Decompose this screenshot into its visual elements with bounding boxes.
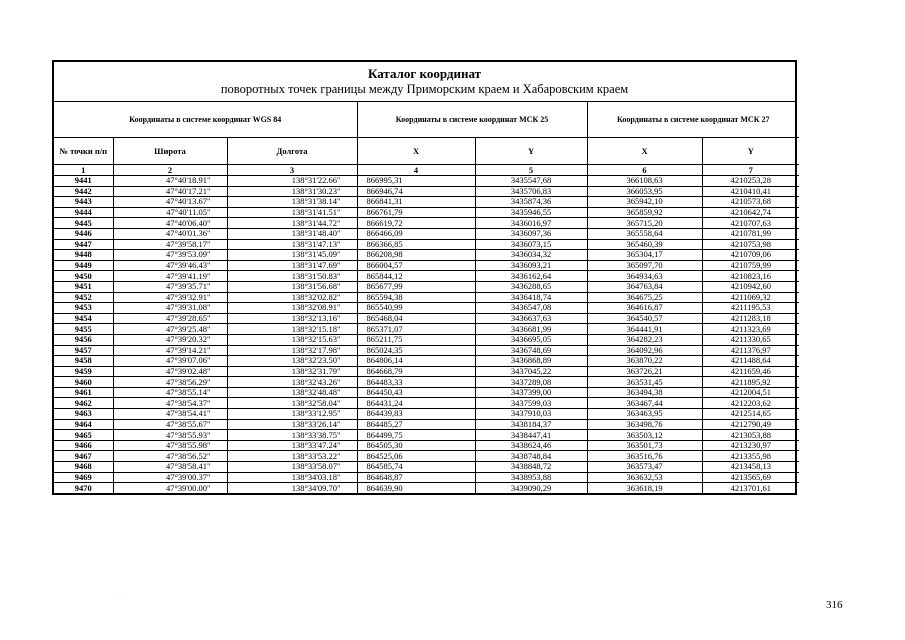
msk27-y-cell: 4213355,98 (702, 451, 799, 462)
point-number-cell: 9451 (54, 281, 113, 292)
table-row (54, 186, 799, 197)
msk27-y-cell: 4211195,53 (702, 303, 799, 314)
point-number-cell: 9468 (54, 462, 113, 473)
msk25-x-cell: 865677,99 (357, 281, 475, 292)
msk25-x-cell: 864806,14 (357, 356, 475, 367)
table-row (54, 472, 799, 483)
msk25-x-cell: 865594,38 (357, 292, 475, 303)
msk27-y-cell: 4210753,98 (702, 239, 799, 250)
latitude-cell: 47°39'46.43" (113, 260, 227, 271)
point-number-header: № точки п/п (54, 138, 113, 165)
msk27-x-cell: 363531,45 (587, 377, 702, 388)
latitude-cell: 47°40'18.91" (113, 176, 227, 187)
longitude-cell: 138°33'12.95" (227, 409, 357, 420)
msk27-x-header: X (587, 138, 702, 165)
point-number-cell: 9467 (54, 451, 113, 462)
column-number: 5 (475, 165, 587, 176)
msk27-x-cell: 363494,38 (587, 387, 702, 398)
msk25-y-cell: 3435547,68 (475, 176, 587, 187)
longitude-cell: 138°32'08.91" (227, 303, 357, 314)
column-number: 4 (357, 165, 475, 176)
latitude-cell: 47°38'55.14" (113, 387, 227, 398)
point-number-cell: 9460 (54, 377, 113, 388)
table-row (54, 334, 799, 345)
table-row (54, 176, 799, 187)
msk25-y-cell: 3436418,74 (475, 292, 587, 303)
msk27-y-cell: 4212514,65 (702, 409, 799, 420)
longitude-cell: 138°32'13.16" (227, 313, 357, 324)
msk27-x-cell: 364934,63 (587, 271, 702, 282)
msk27-x-cell: 365859,92 (587, 207, 702, 218)
longitude-cell: 138°33'38.75" (227, 430, 357, 441)
column-number: 7 (702, 165, 799, 176)
point-number-cell: 9448 (54, 250, 113, 261)
msk25-x-cell: 864505,30 (357, 440, 475, 451)
latitude-cell: 47°40'17.21" (113, 186, 227, 197)
msk27-y-cell: 4211659,46 (702, 366, 799, 377)
latitude-cell: 47°38'55.67" (113, 419, 227, 430)
msk25-y-cell: 3436681,99 (475, 324, 587, 335)
msk27-y-cell: 4210759,99 (702, 260, 799, 271)
longitude-cell: 138°32'43.26" (227, 377, 357, 388)
latitude-header: Широта (113, 138, 227, 165)
msk25-x-cell: 865211,75 (357, 334, 475, 345)
msk27-x-cell: 365460,39 (587, 239, 702, 250)
msk27-y-cell: 4213458,13 (702, 462, 799, 473)
msk27-x-cell: 363503,12 (587, 430, 702, 441)
longitude-cell: 138°34'09.70" (227, 483, 357, 493)
msk27-y-cell: 4211376,97 (702, 345, 799, 356)
point-number-cell: 9466 (54, 440, 113, 451)
msk25-x-cell: 865540,99 (357, 303, 475, 314)
msk27-x-cell: 365558,64 (587, 228, 702, 239)
point-number-cell: 9463 (54, 409, 113, 420)
msk27-y-header: Y (702, 138, 799, 165)
column-header-row (54, 138, 799, 165)
longitude-cell: 138°32'31.79" (227, 366, 357, 377)
msk25-x-cell: 865844,12 (357, 271, 475, 282)
point-number-cell: 9442 (54, 186, 113, 197)
column-number-row (54, 165, 799, 176)
point-number-cell: 9447 (54, 239, 113, 250)
msk27-y-cell: 4213565,69 (702, 472, 799, 483)
coordinate-system-header-row (54, 102, 799, 138)
table-row (54, 281, 799, 292)
point-number-cell: 9454 (54, 313, 113, 324)
latitude-cell: 47°39'31.08" (113, 303, 227, 314)
point-number-cell: 9445 (54, 218, 113, 229)
latitude-cell: 47°39'20.32" (113, 334, 227, 345)
point-number-cell: 9465 (54, 430, 113, 441)
column-number: 3 (227, 165, 357, 176)
longitude-cell: 138°34'03.18" (227, 472, 357, 483)
msk27-y-cell: 4212203,62 (702, 398, 799, 409)
latitude-cell: 47°39'35.71" (113, 281, 227, 292)
point-number-cell: 9446 (54, 228, 113, 239)
msk25-x-cell: 865371,07 (357, 324, 475, 335)
msk27-y-cell: 4210709,06 (702, 250, 799, 261)
msk25-y-cell: 3438447,41 (475, 430, 587, 441)
msk27-x-cell: 363573,47 (587, 462, 702, 473)
msk25-y-cell: 3436073,15 (475, 239, 587, 250)
point-number-cell: 9461 (54, 387, 113, 398)
latitude-cell: 47°38'55.98" (113, 440, 227, 451)
longitude-cell: 138°31'44.72" (227, 218, 357, 229)
msk25-y-cell: 3437399,00 (475, 387, 587, 398)
table-row (54, 377, 799, 388)
msk27-y-cell: 4213230,97 (702, 440, 799, 451)
msk25-x-cell: 866619,72 (357, 218, 475, 229)
table-row (54, 462, 799, 473)
latitude-cell: 47°40'01.36" (113, 228, 227, 239)
table-row (54, 387, 799, 398)
table-row (54, 366, 799, 377)
latitude-cell: 47°39'25.48" (113, 324, 227, 335)
msk27-y-cell: 4213701,61 (702, 483, 799, 493)
point-number-cell: 9457 (54, 345, 113, 356)
point-number-cell: 9456 (54, 334, 113, 345)
msk27-x-cell: 366053,95 (587, 186, 702, 197)
msk25-y-cell: 3437289,08 (475, 377, 587, 388)
msk25-x-cell: 866208,98 (357, 250, 475, 261)
page-number: 316 (826, 599, 843, 611)
column-number: 1 (54, 165, 113, 176)
table-row (54, 197, 799, 208)
longitude-cell: 138°33'47.24" (227, 440, 357, 451)
msk27-y-cell: 4211323,69 (702, 324, 799, 335)
msk25-x-cell: 864450,43 (357, 387, 475, 398)
msk27-x-cell: 364282,23 (587, 334, 702, 345)
longitude-cell: 138°31'38.14" (227, 197, 357, 208)
msk25-y-cell: 3436637,63 (475, 313, 587, 324)
msk25-y-cell: 3436695,05 (475, 334, 587, 345)
column-number: 2 (113, 165, 227, 176)
longitude-cell: 138°31'56.68" (227, 281, 357, 292)
msk27-y-cell: 4211069,32 (702, 292, 799, 303)
point-number-cell: 9470 (54, 483, 113, 493)
msk25-y-cell: 3435946,55 (475, 207, 587, 218)
msk25-y-cell: 3435706,83 (475, 186, 587, 197)
msk25-x-cell: 864439,83 (357, 409, 475, 420)
latitude-cell: 47°39'41.19" (113, 271, 227, 282)
coordinate-catalog (52, 60, 797, 495)
msk25-y-cell: 3438953,88 (475, 472, 587, 483)
msk25-x-cell: 866366,85 (357, 239, 475, 250)
longitude-cell: 138°31'47.13" (227, 239, 357, 250)
msk25-header: Координаты в системе координат МСК 25 (357, 102, 587, 138)
msk27-y-cell: 4211488,64 (702, 356, 799, 367)
latitude-cell: 47°39'28.65" (113, 313, 227, 324)
msk25-x-header: X (357, 138, 475, 165)
msk25-x-cell: 864648,87 (357, 472, 475, 483)
msk25-x-cell: 866004,57 (357, 260, 475, 271)
wgs84-header: Координаты в системе координат WGS 84 (54, 102, 357, 138)
msk27-x-cell: 365304,17 (587, 250, 702, 261)
table-row (54, 313, 799, 324)
msk25-y-cell: 3436016,97 (475, 218, 587, 229)
coordinate-rows (54, 176, 799, 493)
table-row (54, 250, 799, 261)
msk27-y-cell: 4210707,63 (702, 218, 799, 229)
scan-mark: · (119, 594, 121, 600)
msk27-x-cell: 364616,87 (587, 303, 702, 314)
msk27-y-cell: 4211330,65 (702, 334, 799, 345)
msk27-y-cell: 4212004,51 (702, 387, 799, 398)
longitude-cell: 138°31'22.66" (227, 176, 357, 187)
msk25-y-header: Y (475, 138, 587, 165)
msk25-x-cell: 864499,75 (357, 430, 475, 441)
msk27-x-cell: 363516,76 (587, 451, 702, 462)
msk25-y-cell: 3436093,21 (475, 260, 587, 271)
title-block (54, 62, 795, 102)
msk27-y-cell: 4211895,92 (702, 377, 799, 388)
latitude-cell: 47°38'56.29" (113, 377, 227, 388)
table-row (54, 303, 799, 314)
msk27-x-cell: 365942,10 (587, 197, 702, 208)
point-number-cell: 9453 (54, 303, 113, 314)
msk27-x-cell: 363467,44 (587, 398, 702, 409)
msk25-y-cell: 3437045,22 (475, 366, 587, 377)
column-number: 6 (587, 165, 702, 176)
msk25-x-cell: 866946,74 (357, 186, 475, 197)
point-number-cell: 9455 (54, 324, 113, 335)
longitude-cell: 138°31'30.23" (227, 186, 357, 197)
msk27-y-cell: 4210573,68 (702, 197, 799, 208)
msk25-y-cell: 3438748,84 (475, 451, 587, 462)
table-row (54, 356, 799, 367)
msk27-x-cell: 364540,57 (587, 313, 702, 324)
latitude-cell: 47°39'00.37" (113, 472, 227, 483)
point-number-cell: 9469 (54, 472, 113, 483)
msk27-y-cell: 4210781,99 (702, 228, 799, 239)
latitude-cell: 47°39'14.21" (113, 345, 227, 356)
longitude-cell: 138°31'47.69" (227, 260, 357, 271)
msk27-y-cell: 4210410,41 (702, 186, 799, 197)
longitude-cell: 138°32'15.63" (227, 334, 357, 345)
catalog-title: Каталог координат (367, 66, 481, 81)
msk27-x-cell: 364441,91 (587, 324, 702, 335)
longitude-cell: 138°32'48.48" (227, 387, 357, 398)
table-row (54, 345, 799, 356)
point-number-cell: 9450 (54, 271, 113, 282)
msk27-x-cell: 364675,25 (587, 292, 702, 303)
point-number-cell: 9464 (54, 419, 113, 430)
table-row (54, 292, 799, 303)
msk25-x-cell: 865024,35 (357, 345, 475, 356)
msk25-x-cell: 866761,79 (357, 207, 475, 218)
latitude-cell: 47°38'54.37" (113, 398, 227, 409)
msk25-x-cell: 864639,90 (357, 483, 475, 493)
table-row (54, 260, 799, 271)
longitude-cell: 138°32'17.98" (227, 345, 357, 356)
longitude-cell: 138°33'26.14" (227, 419, 357, 430)
msk27-x-cell: 365097,70 (587, 260, 702, 271)
point-number-cell: 9443 (54, 197, 113, 208)
msk25-y-cell: 3437599,03 (475, 398, 587, 409)
msk27-y-cell: 4210642,74 (702, 207, 799, 218)
longitude-cell: 138°32'15.18" (227, 324, 357, 335)
msk27-y-cell: 4213053,88 (702, 430, 799, 441)
longitude-cell: 138°33'53.22" (227, 451, 357, 462)
msk25-x-cell: 864585,74 (357, 462, 475, 473)
longitude-cell: 138°33'58.07" (227, 462, 357, 473)
latitude-cell: 47°40'06.40" (113, 218, 227, 229)
msk25-x-cell: 864668,79 (357, 366, 475, 377)
msk25-x-cell: 866466,09 (357, 228, 475, 239)
longitude-cell: 138°32'02.82" (227, 292, 357, 303)
msk25-y-cell: 3438624,46 (475, 440, 587, 451)
msk27-x-cell: 366108,63 (587, 176, 702, 187)
table-row (54, 451, 799, 462)
msk25-x-cell: 864483,33 (357, 377, 475, 388)
msk27-x-cell: 365715,20 (587, 218, 702, 229)
table-row (54, 398, 799, 409)
msk25-y-cell: 3436288,65 (475, 281, 587, 292)
msk27-x-cell: 363501,73 (587, 440, 702, 451)
latitude-cell: 47°38'56.52" (113, 451, 227, 462)
msk27-y-cell: 4210253,28 (702, 176, 799, 187)
latitude-cell: 47°38'55.93" (113, 430, 227, 441)
msk27-y-cell: 4212790,49 (702, 419, 799, 430)
msk25-x-cell: 866841,31 (357, 197, 475, 208)
point-number-cell: 9458 (54, 356, 113, 367)
longitude-cell: 138°31'41.51" (227, 207, 357, 218)
latitude-cell: 47°38'58.41" (113, 462, 227, 473)
msk25-y-cell: 3438848,72 (475, 462, 587, 473)
latitude-cell: 47°40'13.67" (113, 197, 227, 208)
msk27-header: Координаты в системе координат МСК 27 (587, 102, 799, 138)
point-number-cell: 9462 (54, 398, 113, 409)
msk27-x-cell: 364092,96 (587, 345, 702, 356)
msk25-y-cell: 3437910,03 (475, 409, 587, 420)
msk27-x-cell: 363463,95 (587, 409, 702, 420)
point-number-cell: 9452 (54, 292, 113, 303)
msk27-x-cell: 363726,21 (587, 366, 702, 377)
table-row (54, 239, 799, 250)
coordinate-table (54, 102, 799, 493)
table-row (54, 440, 799, 451)
table-row (54, 430, 799, 441)
latitude-cell: 47°39'32.91" (113, 292, 227, 303)
longitude-cell: 138°31'48.40" (227, 228, 357, 239)
msk27-x-cell: 364763,84 (587, 281, 702, 292)
msk25-x-cell: 866995,31 (357, 176, 475, 187)
msk25-x-cell: 865468,04 (357, 313, 475, 324)
msk25-y-cell: 3436034,32 (475, 250, 587, 261)
longitude-cell: 138°32'23.50" (227, 356, 357, 367)
msk27-y-cell: 4210942,60 (702, 281, 799, 292)
msk25-y-cell: 3439090,29 (475, 483, 587, 493)
msk25-y-cell: 3436868,89 (475, 356, 587, 367)
latitude-cell: 47°39'53.09" (113, 250, 227, 261)
latitude-cell: 47°38'54.41" (113, 409, 227, 420)
longitude-cell: 138°31'50.83" (227, 271, 357, 282)
longitude-cell: 138°31'45.09" (227, 250, 357, 261)
msk25-y-cell: 3436748,69 (475, 345, 587, 356)
point-number-cell: 9459 (54, 366, 113, 377)
longitude-cell: 138°32'58.04" (227, 398, 357, 409)
latitude-cell: 47°40'11.05" (113, 207, 227, 218)
table-row (54, 228, 799, 239)
point-number-cell: 9441 (54, 176, 113, 187)
msk27-y-cell: 4210823,16 (702, 271, 799, 282)
table-row (54, 409, 799, 420)
msk27-y-cell: 4211283,18 (702, 313, 799, 324)
msk25-y-cell: 3436162,64 (475, 271, 587, 282)
msk25-y-cell: 3435874,36 (475, 197, 587, 208)
msk25-y-cell: 3436097,36 (475, 228, 587, 239)
table-row (54, 218, 799, 229)
table-row (54, 419, 799, 430)
table-row (54, 271, 799, 282)
table-row (54, 207, 799, 218)
latitude-cell: 47°39'07.06" (113, 356, 227, 367)
table-row (54, 324, 799, 335)
msk25-y-cell: 3438184,37 (475, 419, 587, 430)
msk27-x-cell: 363632,53 (587, 472, 702, 483)
msk27-x-cell: 363498,76 (587, 419, 702, 430)
table-row (54, 483, 799, 493)
longitude-header: Долгота (227, 138, 357, 165)
latitude-cell: 47°39'58.17" (113, 239, 227, 250)
latitude-cell: 47°39'00.00" (113, 483, 227, 493)
msk25-x-cell: 864525,06 (357, 451, 475, 462)
msk27-x-cell: 363618,19 (587, 483, 702, 493)
msk27-x-cell: 363870,22 (587, 356, 702, 367)
msk25-y-cell: 3436547,08 (475, 303, 587, 314)
point-number-cell: 9449 (54, 260, 113, 271)
msk25-x-cell: 864485,27 (357, 419, 475, 430)
latitude-cell: 47°39'02.48" (113, 366, 227, 377)
point-number-cell: 9444 (54, 207, 113, 218)
msk25-x-cell: 864431,24 (357, 398, 475, 409)
catalog-subtitle: поворотных точек границы между Приморским краем и Хабаровским краем (220, 82, 629, 96)
